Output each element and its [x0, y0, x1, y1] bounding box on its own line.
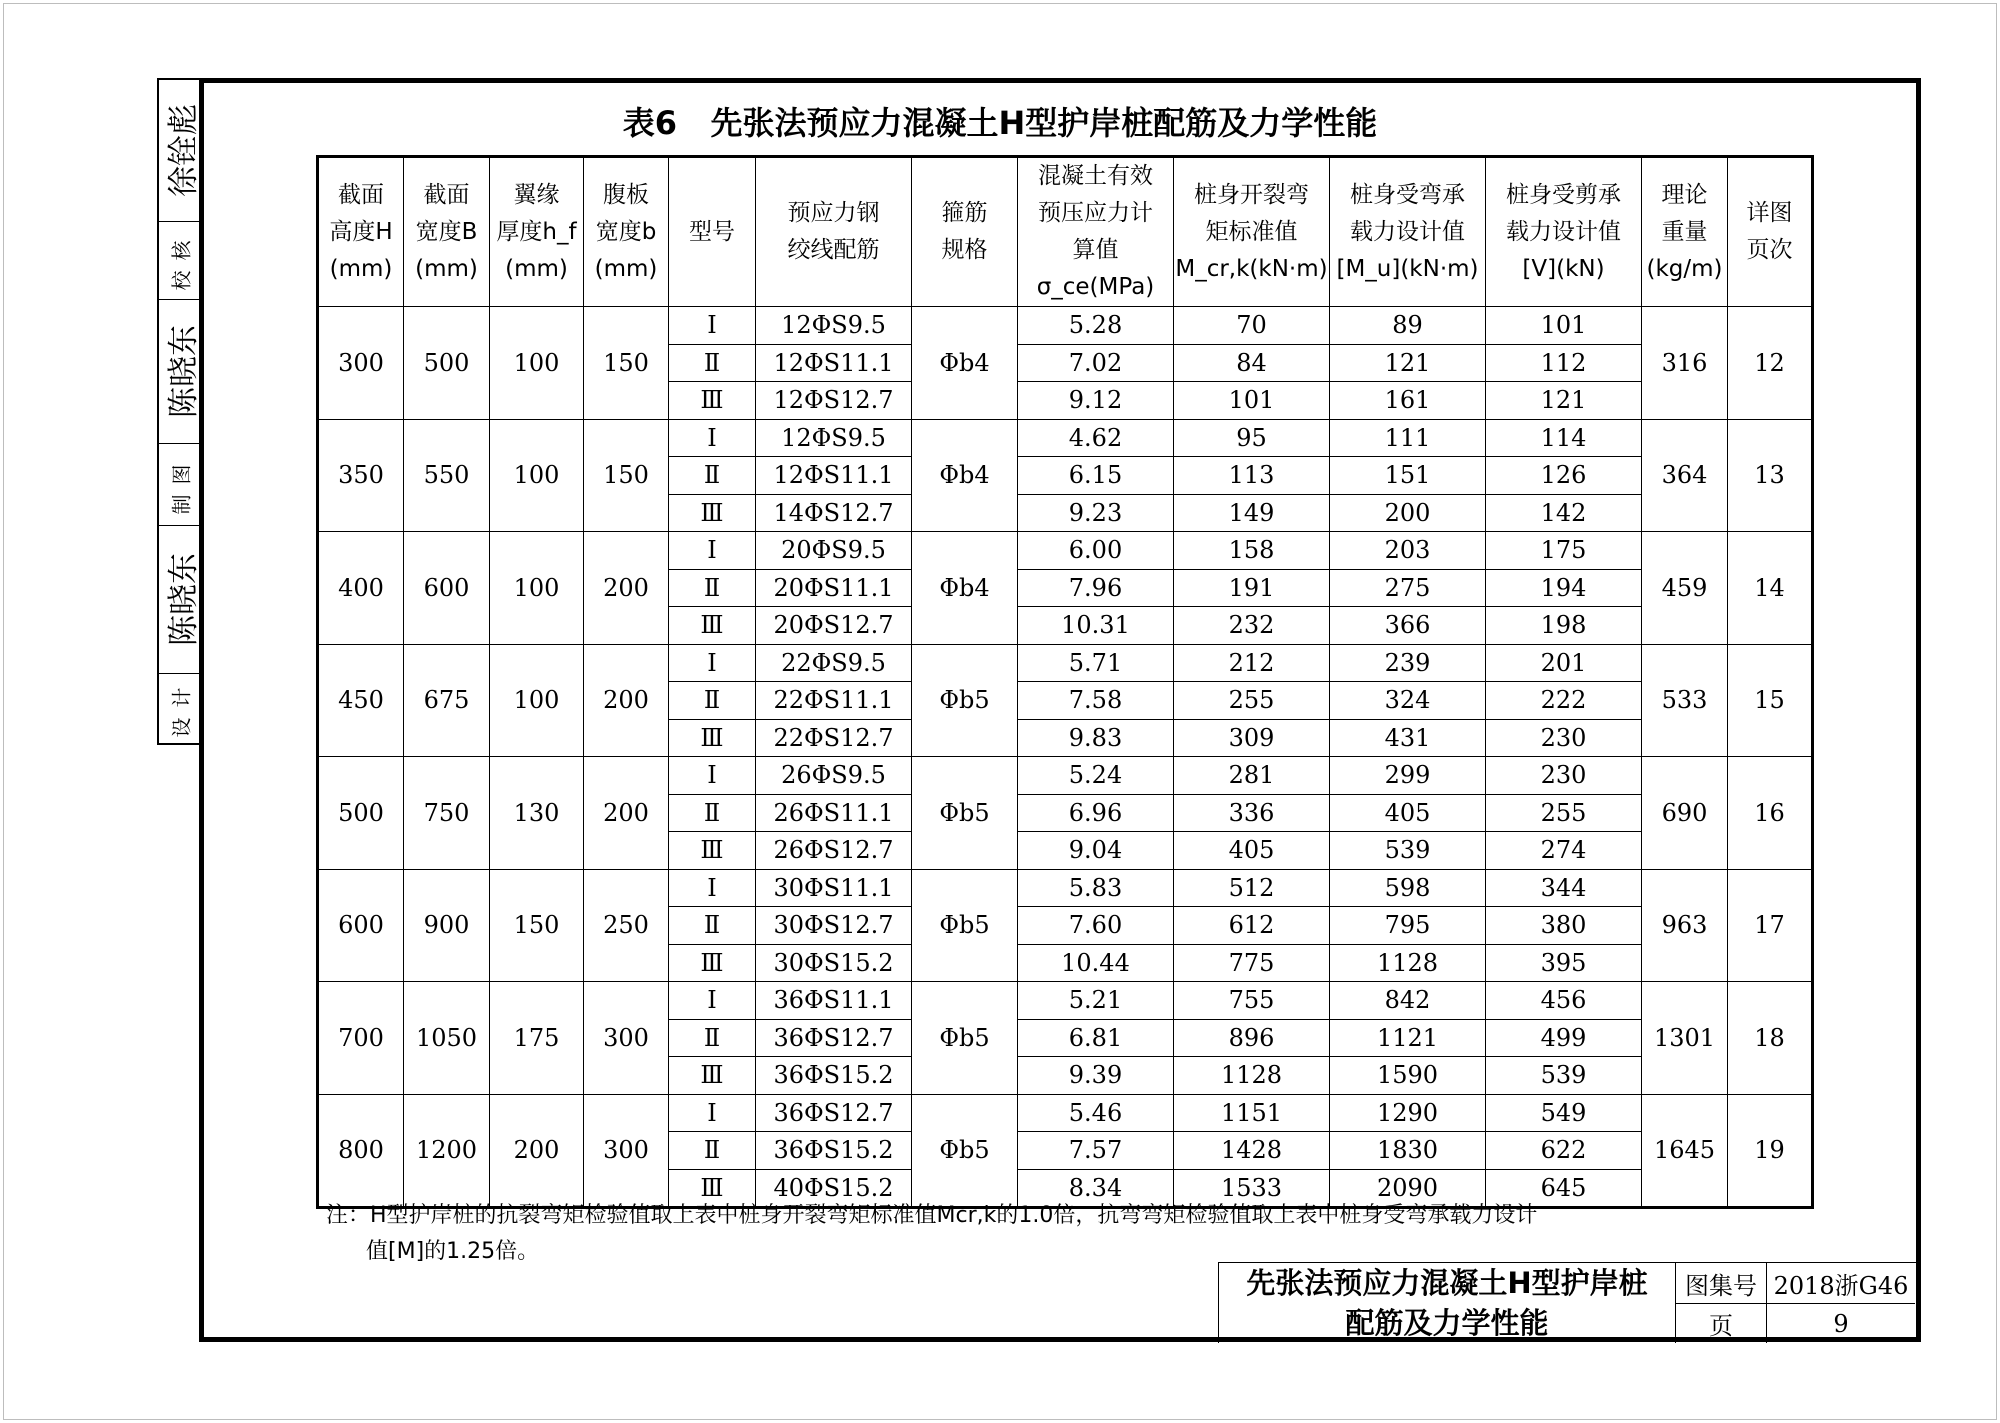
- stirrup-cell: Φb4: [912, 532, 1018, 645]
- shear-capacity-cell: 114: [1486, 419, 1642, 457]
- bending-capacity-cell: 1121: [1330, 1019, 1486, 1057]
- crack-moment-cell: 512: [1174, 869, 1330, 907]
- strand-cell: 22ΦS9.5: [756, 644, 912, 682]
- flange-thickness-cell: 150: [490, 869, 584, 982]
- bending-capacity-cell: 275: [1330, 569, 1486, 607]
- header-line: 绞线配筋: [787, 237, 880, 263]
- crack-moment-cell: 101: [1174, 382, 1330, 420]
- header-line: 页次: [1746, 237, 1793, 263]
- shear-capacity-cell: 380: [1486, 907, 1642, 945]
- header-line: 算值σ_ce(MPa): [1036, 237, 1155, 300]
- shear-capacity-cell: 622: [1486, 1132, 1642, 1170]
- prestress-cell: 6.00: [1018, 532, 1174, 570]
- header-cell: [1486, 157, 1642, 307]
- footnote-line-1: 注：H型护岸桩的抗裂弯矩检验值取上表中桩身开裂弯矩标准值Mcr,k的1.0倍，抗弯弯矩检验值取上表中桩身受弯承载力设计: [326, 1203, 1538, 1228]
- strand-cell: 40ΦS15.2: [756, 1169, 912, 1208]
- type-cell: Ⅱ: [669, 344, 756, 382]
- bending-capacity-cell: 151: [1330, 457, 1486, 495]
- prestress-cell: 7.58: [1018, 682, 1174, 720]
- crack-moment-cell: 775: [1174, 944, 1330, 982]
- strand-cell: 14ΦS12.7: [756, 494, 912, 532]
- crack-moment-cell: 1533: [1174, 1169, 1330, 1208]
- shear-capacity-cell: 645: [1486, 1169, 1642, 1208]
- detail-page-cell: 19: [1728, 1094, 1813, 1208]
- header-line: 理论: [1661, 181, 1708, 208]
- flange-thickness-cell: 100: [490, 419, 584, 532]
- type-cell: Ⅰ: [669, 869, 756, 907]
- bending-capacity-cell: 111: [1330, 419, 1486, 457]
- header-cell: [669, 157, 756, 307]
- prestress-cell: 5.21: [1018, 982, 1174, 1020]
- header-line: 腹板: [603, 181, 649, 208]
- table-body: [318, 307, 1813, 1208]
- prestress-cell: 4.62: [1018, 419, 1174, 457]
- height-cell: 500: [318, 757, 404, 870]
- bending-capacity-cell: 161: [1330, 382, 1486, 420]
- type-cell: Ⅰ: [669, 419, 756, 457]
- height-cell: 350: [318, 419, 404, 532]
- table-row: [318, 307, 1813, 345]
- header-cell: [1174, 157, 1330, 307]
- prestress-cell: 5.71: [1018, 644, 1174, 682]
- flange-thickness-cell: 100: [490, 644, 584, 757]
- title-block-title: [1219, 1263, 1676, 1343]
- header-line: 规格: [941, 237, 988, 263]
- table-row: [318, 1094, 1813, 1132]
- detail-page-cell: 16: [1728, 757, 1813, 870]
- bending-capacity-cell: 239: [1330, 644, 1486, 682]
- height-cell: 400: [318, 532, 404, 645]
- web-width-cell: 200: [584, 757, 669, 870]
- prestress-cell: 9.12: [1018, 382, 1174, 420]
- width-cell: 900: [404, 869, 490, 982]
- prestress-cell: 9.83: [1018, 719, 1174, 757]
- shear-capacity-cell: 395: [1486, 944, 1642, 982]
- footnote: [326, 1198, 1796, 1270]
- shear-capacity-cell: 175: [1486, 532, 1642, 570]
- header-line: 箍筋: [941, 200, 988, 226]
- table-row: [318, 982, 1813, 1020]
- height-cell: 300: [318, 307, 404, 420]
- web-width-cell: 300: [584, 982, 669, 1095]
- strand-cell: 36ΦS15.2: [756, 1132, 912, 1170]
- prestress-cell: 7.02: [1018, 344, 1174, 382]
- strand-cell: 20ΦS12.7: [756, 607, 912, 645]
- crack-moment-cell: 755: [1174, 982, 1330, 1020]
- shear-capacity-cell: 194: [1486, 569, 1642, 607]
- type-cell: Ⅲ: [669, 1057, 756, 1095]
- type-cell: Ⅲ: [669, 607, 756, 645]
- type-cell: Ⅰ: [669, 307, 756, 345]
- reinforcement-table: [316, 155, 1814, 1209]
- crack-moment-cell: 191: [1174, 569, 1330, 607]
- width-cell: 550: [404, 419, 490, 532]
- type-cell: Ⅱ: [669, 1019, 756, 1057]
- header-line: 宽度B: [415, 218, 478, 245]
- weight-cell: 316: [1642, 307, 1728, 420]
- type-cell: Ⅱ: [669, 569, 756, 607]
- detail-page-cell: 13: [1728, 419, 1813, 532]
- header-line: (mm): [594, 255, 658, 282]
- prestress-cell: 5.83: [1018, 869, 1174, 907]
- strand-cell: 30ΦS15.2: [756, 944, 912, 982]
- weight-cell: 963: [1642, 869, 1728, 982]
- crack-moment-cell: 336: [1174, 794, 1330, 832]
- signature-role-label: [159, 221, 201, 300]
- strand-cell: 12ΦS11.1: [756, 457, 912, 495]
- flange-thickness-cell: 130: [490, 757, 584, 870]
- shear-capacity-cell: 121: [1486, 382, 1642, 420]
- type-cell: Ⅲ: [669, 944, 756, 982]
- header-line: 载力设计值: [1506, 218, 1621, 245]
- header-line: 翼缘: [513, 181, 560, 208]
- crack-moment-cell: 896: [1174, 1019, 1330, 1057]
- header-line: 载力设计值: [1350, 218, 1465, 245]
- bending-capacity-cell: 1590: [1330, 1057, 1486, 1095]
- shear-capacity-cell: 201: [1486, 644, 1642, 682]
- crack-moment-cell: 149: [1174, 494, 1330, 532]
- shear-capacity-cell: 499: [1486, 1019, 1642, 1057]
- strand-cell: 12ΦS9.5: [756, 307, 912, 345]
- crack-moment-cell: 281: [1174, 757, 1330, 795]
- title-block-title-line-1: 先张法预应力混凝土H型护岸桩: [1246, 1266, 1648, 1300]
- header-line: 重量: [1661, 218, 1708, 245]
- strand-cell: 36ΦS12.7: [756, 1094, 912, 1132]
- strand-cell: 26ΦS12.7: [756, 832, 912, 870]
- atlas-number-value: 2018浙G46: [1767, 1263, 1915, 1304]
- title-block: [1218, 1262, 1919, 1343]
- weight-cell: 533: [1642, 644, 1728, 757]
- strand-cell: 26ΦS11.1: [756, 794, 912, 832]
- shear-capacity-cell: 112: [1486, 344, 1642, 382]
- bending-capacity-cell: 539: [1330, 832, 1486, 870]
- header-line: 桩身受剪承: [1506, 181, 1621, 208]
- strand-cell: 20ΦS9.5: [756, 532, 912, 570]
- shear-capacity-cell: 198: [1486, 607, 1642, 645]
- title-block-title-line-2: 配筋及力学性能: [1345, 1306, 1549, 1340]
- header-line: (kg/m): [1646, 255, 1723, 282]
- strand-cell: 12ΦS9.5: [756, 419, 912, 457]
- signature-name: [159, 80, 201, 222]
- table-row: [318, 419, 1813, 457]
- header-line: 截面: [338, 181, 384, 208]
- weight-cell: 1645: [1642, 1094, 1728, 1208]
- crack-moment-cell: 405: [1174, 832, 1330, 870]
- header-line: 预压应力计: [1038, 200, 1153, 226]
- stirrup-cell: Φb4: [912, 419, 1018, 532]
- header-line: 宽度b: [595, 218, 657, 245]
- prestress-cell: 9.23: [1018, 494, 1174, 532]
- signature-name: [159, 299, 201, 444]
- header-line: [M_u](kN·m): [1336, 255, 1479, 282]
- shear-capacity-cell: 255: [1486, 794, 1642, 832]
- sidebar-text: 陈晓东: [165, 324, 202, 418]
- header-line: 型号: [689, 218, 735, 245]
- bending-capacity-cell: 299: [1330, 757, 1486, 795]
- strand-cell: 22ΦS12.7: [756, 719, 912, 757]
- table-row: [318, 869, 1813, 907]
- shear-capacity-cell: 101: [1486, 307, 1642, 345]
- width-cell: 1050: [404, 982, 490, 1095]
- prestress-cell: 6.81: [1018, 1019, 1174, 1057]
- header-line: [V](kN): [1522, 255, 1605, 282]
- weight-cell: 459: [1642, 532, 1728, 645]
- sidebar-text: 陈晓东: [165, 552, 202, 646]
- header-cell: [318, 157, 404, 307]
- header-cell: [490, 157, 584, 307]
- signature-name: [159, 525, 201, 674]
- stirrup-cell: Φb5: [912, 644, 1018, 757]
- sidebar-text: 设计: [169, 677, 194, 738]
- header-line: 预应力钢: [787, 200, 880, 226]
- bending-capacity-cell: 200: [1330, 494, 1486, 532]
- prestress-cell: 7.57: [1018, 1132, 1174, 1170]
- height-cell: 450: [318, 644, 404, 757]
- prestress-cell: 9.39: [1018, 1057, 1174, 1095]
- header-cell: [756, 157, 912, 307]
- shear-capacity-cell: 456: [1486, 982, 1642, 1020]
- flange-thickness-cell: 100: [490, 307, 584, 420]
- crack-moment-cell: 212: [1174, 644, 1330, 682]
- flange-thickness-cell: 175: [490, 982, 584, 1095]
- detail-page-cell: 14: [1728, 532, 1813, 645]
- type-cell: Ⅰ: [669, 532, 756, 570]
- header-cell: [1330, 157, 1486, 307]
- signature-role-label: [159, 673, 201, 742]
- table-header: [318, 157, 1813, 307]
- header-row: [318, 157, 1813, 307]
- signature-role-label: [159, 443, 201, 526]
- bending-capacity-cell: 366: [1330, 607, 1486, 645]
- stirrup-cell: Φb5: [912, 757, 1018, 870]
- atlas-number-label: 图集号: [1676, 1263, 1767, 1304]
- prestress-cell: 8.34: [1018, 1169, 1174, 1208]
- bending-capacity-cell: 2090: [1330, 1169, 1486, 1208]
- shear-capacity-cell: 126: [1486, 457, 1642, 495]
- type-cell: Ⅰ: [669, 757, 756, 795]
- crack-moment-cell: 612: [1174, 907, 1330, 945]
- header-line: 混凝土有效: [1038, 163, 1153, 189]
- type-cell: Ⅱ: [669, 907, 756, 945]
- crack-moment-cell: 70: [1174, 307, 1330, 345]
- shear-capacity-cell: 274: [1486, 832, 1642, 870]
- type-cell: Ⅰ: [669, 982, 756, 1020]
- height-cell: 700: [318, 982, 404, 1095]
- shear-capacity-cell: 539: [1486, 1057, 1642, 1095]
- web-width-cell: 300: [584, 1094, 669, 1208]
- header-cell: [912, 157, 1018, 307]
- prestress-cell: 7.60: [1018, 907, 1174, 945]
- shear-capacity-cell: 230: [1486, 757, 1642, 795]
- width-cell: 1200: [404, 1094, 490, 1208]
- flange-thickness-cell: 200: [490, 1094, 584, 1208]
- shear-capacity-cell: 344: [1486, 869, 1642, 907]
- page-number: 9: [1833, 1309, 1849, 1338]
- width-cell: 675: [404, 644, 490, 757]
- bending-capacity-cell: 324: [1330, 682, 1486, 720]
- strand-cell: 30ΦS11.1: [756, 869, 912, 907]
- bending-capacity-cell: 121: [1330, 344, 1486, 382]
- header-line: (mm): [329, 255, 393, 282]
- type-cell: Ⅰ: [669, 644, 756, 682]
- weight-cell: 1301: [1642, 982, 1728, 1095]
- sidebar-text: 校核: [169, 230, 194, 290]
- strand-cell: 36ΦS12.7: [756, 1019, 912, 1057]
- table-row: [318, 532, 1813, 570]
- type-cell: Ⅲ: [669, 1169, 756, 1208]
- web-width-cell: 250: [584, 869, 669, 982]
- header-cell: [1728, 157, 1813, 307]
- type-cell: Ⅲ: [669, 382, 756, 420]
- header-line: (mm): [415, 255, 478, 282]
- bending-capacity-cell: 598: [1330, 869, 1486, 907]
- bending-capacity-cell: 431: [1330, 719, 1486, 757]
- type-cell: Ⅱ: [669, 457, 756, 495]
- prestress-cell: 5.46: [1018, 1094, 1174, 1132]
- header-line: 桩身开裂弯: [1194, 181, 1309, 208]
- bending-capacity-cell: 842: [1330, 982, 1486, 1020]
- type-cell: Ⅰ: [669, 1094, 756, 1132]
- header-line: (mm): [505, 255, 568, 282]
- prestress-cell: 6.96: [1018, 794, 1174, 832]
- width-cell: 600: [404, 532, 490, 645]
- crack-moment-cell: 95: [1174, 419, 1330, 457]
- header-line: 矩标准值: [1205, 218, 1298, 245]
- prestress-cell: 5.28: [1018, 307, 1174, 345]
- crack-moment-cell: 1151: [1174, 1094, 1330, 1132]
- web-width-cell: 150: [584, 307, 669, 420]
- strand-cell: 36ΦS11.1: [756, 982, 912, 1020]
- crack-moment-cell: 1128: [1174, 1057, 1330, 1095]
- crack-moment-cell: 232: [1174, 607, 1330, 645]
- table-row: [318, 757, 1813, 795]
- flange-thickness-cell: 100: [490, 532, 584, 645]
- header-line: 详图: [1746, 200, 1793, 226]
- crack-moment-cell: 84: [1174, 344, 1330, 382]
- header-line: 桩身受弯承: [1350, 181, 1465, 208]
- bending-capacity-cell: 795: [1330, 907, 1486, 945]
- strand-cell: 22ΦS11.1: [756, 682, 912, 720]
- shear-capacity-cell: 549: [1486, 1094, 1642, 1132]
- detail-page-cell: 18: [1728, 982, 1813, 1095]
- stirrup-cell: Φb5: [912, 869, 1018, 982]
- bending-capacity-cell: 1290: [1330, 1094, 1486, 1132]
- weight-cell: 690: [1642, 757, 1728, 870]
- prestress-cell: 10.44: [1018, 944, 1174, 982]
- height-cell: 600: [318, 869, 404, 982]
- bending-capacity-cell: 1830: [1330, 1132, 1486, 1170]
- strand-cell: 20ΦS11.1: [756, 569, 912, 607]
- strand-cell: 36ΦS15.2: [756, 1057, 912, 1095]
- type-cell: Ⅲ: [669, 494, 756, 532]
- detail-page-cell: 17: [1728, 869, 1813, 982]
- signature-sidebar: [157, 78, 201, 745]
- sidebar-text: 制图: [169, 454, 194, 514]
- weight-cell: 364: [1642, 419, 1728, 532]
- bending-capacity-cell: 89: [1330, 307, 1486, 345]
- header-cell: [1642, 157, 1728, 307]
- prestress-cell: 6.15: [1018, 457, 1174, 495]
- bending-capacity-cell: 203: [1330, 532, 1486, 570]
- type-cell: Ⅱ: [669, 794, 756, 832]
- shear-capacity-cell: 222: [1486, 682, 1642, 720]
- crack-moment-cell: 113: [1174, 457, 1330, 495]
- strand-cell: 12ΦS11.1: [756, 344, 912, 382]
- type-cell: Ⅱ: [669, 682, 756, 720]
- strand-cell: 26ΦS9.5: [756, 757, 912, 795]
- prestress-cell: 9.04: [1018, 832, 1174, 870]
- footnote-line-2: 值[M]的1.25倍。: [366, 1239, 540, 1264]
- web-width-cell: 200: [584, 644, 669, 757]
- type-cell: Ⅲ: [669, 719, 756, 757]
- crack-moment-cell: 1428: [1174, 1132, 1330, 1170]
- shear-capacity-cell: 142: [1486, 494, 1642, 532]
- header-line: M_cr,k(kN·m): [1175, 255, 1328, 282]
- web-width-cell: 150: [584, 419, 669, 532]
- detail-page-cell: 15: [1728, 644, 1813, 757]
- height-cell: 800: [318, 1094, 404, 1208]
- header-line: 截面: [423, 181, 470, 208]
- prestress-cell: 7.96: [1018, 569, 1174, 607]
- web-width-cell: 200: [584, 532, 669, 645]
- header-cell: [1018, 157, 1174, 307]
- header-cell: [404, 157, 490, 307]
- stirrup-cell: Φb4: [912, 307, 1018, 420]
- strand-cell: 30ΦS12.7: [756, 907, 912, 945]
- stirrup-cell: Φb5: [912, 982, 1018, 1095]
- type-cell: Ⅲ: [669, 832, 756, 870]
- table-title: 表6 先张法预应力混凝土H型护岸桩配筋及力学性能: [622, 104, 1378, 142]
- stirrup-cell: Φb5: [912, 1094, 1018, 1208]
- width-cell: 750: [404, 757, 490, 870]
- prestress-cell: 10.31: [1018, 607, 1174, 645]
- strand-cell: 12ΦS12.7: [756, 382, 912, 420]
- prestress-cell: 5.24: [1018, 757, 1174, 795]
- page-label: 页: [1676, 1304, 1767, 1343]
- table-row: [318, 644, 1813, 682]
- crack-moment-cell: 255: [1174, 682, 1330, 720]
- crack-moment-cell: 309: [1174, 719, 1330, 757]
- bending-capacity-cell: 1128: [1330, 944, 1486, 982]
- header-cell: [584, 157, 669, 307]
- type-cell: Ⅱ: [669, 1132, 756, 1170]
- shear-capacity-cell: 230: [1486, 719, 1642, 757]
- bending-capacity-cell: 405: [1330, 794, 1486, 832]
- crack-moment-cell: 158: [1174, 532, 1330, 570]
- header-line: 厚度h_f: [496, 218, 577, 245]
- header-line: 高度H: [329, 218, 393, 245]
- width-cell: 500: [404, 307, 490, 420]
- detail-page-cell: 12: [1728, 307, 1813, 420]
- sidebar-text: 徐铨彪: [165, 104, 202, 197]
